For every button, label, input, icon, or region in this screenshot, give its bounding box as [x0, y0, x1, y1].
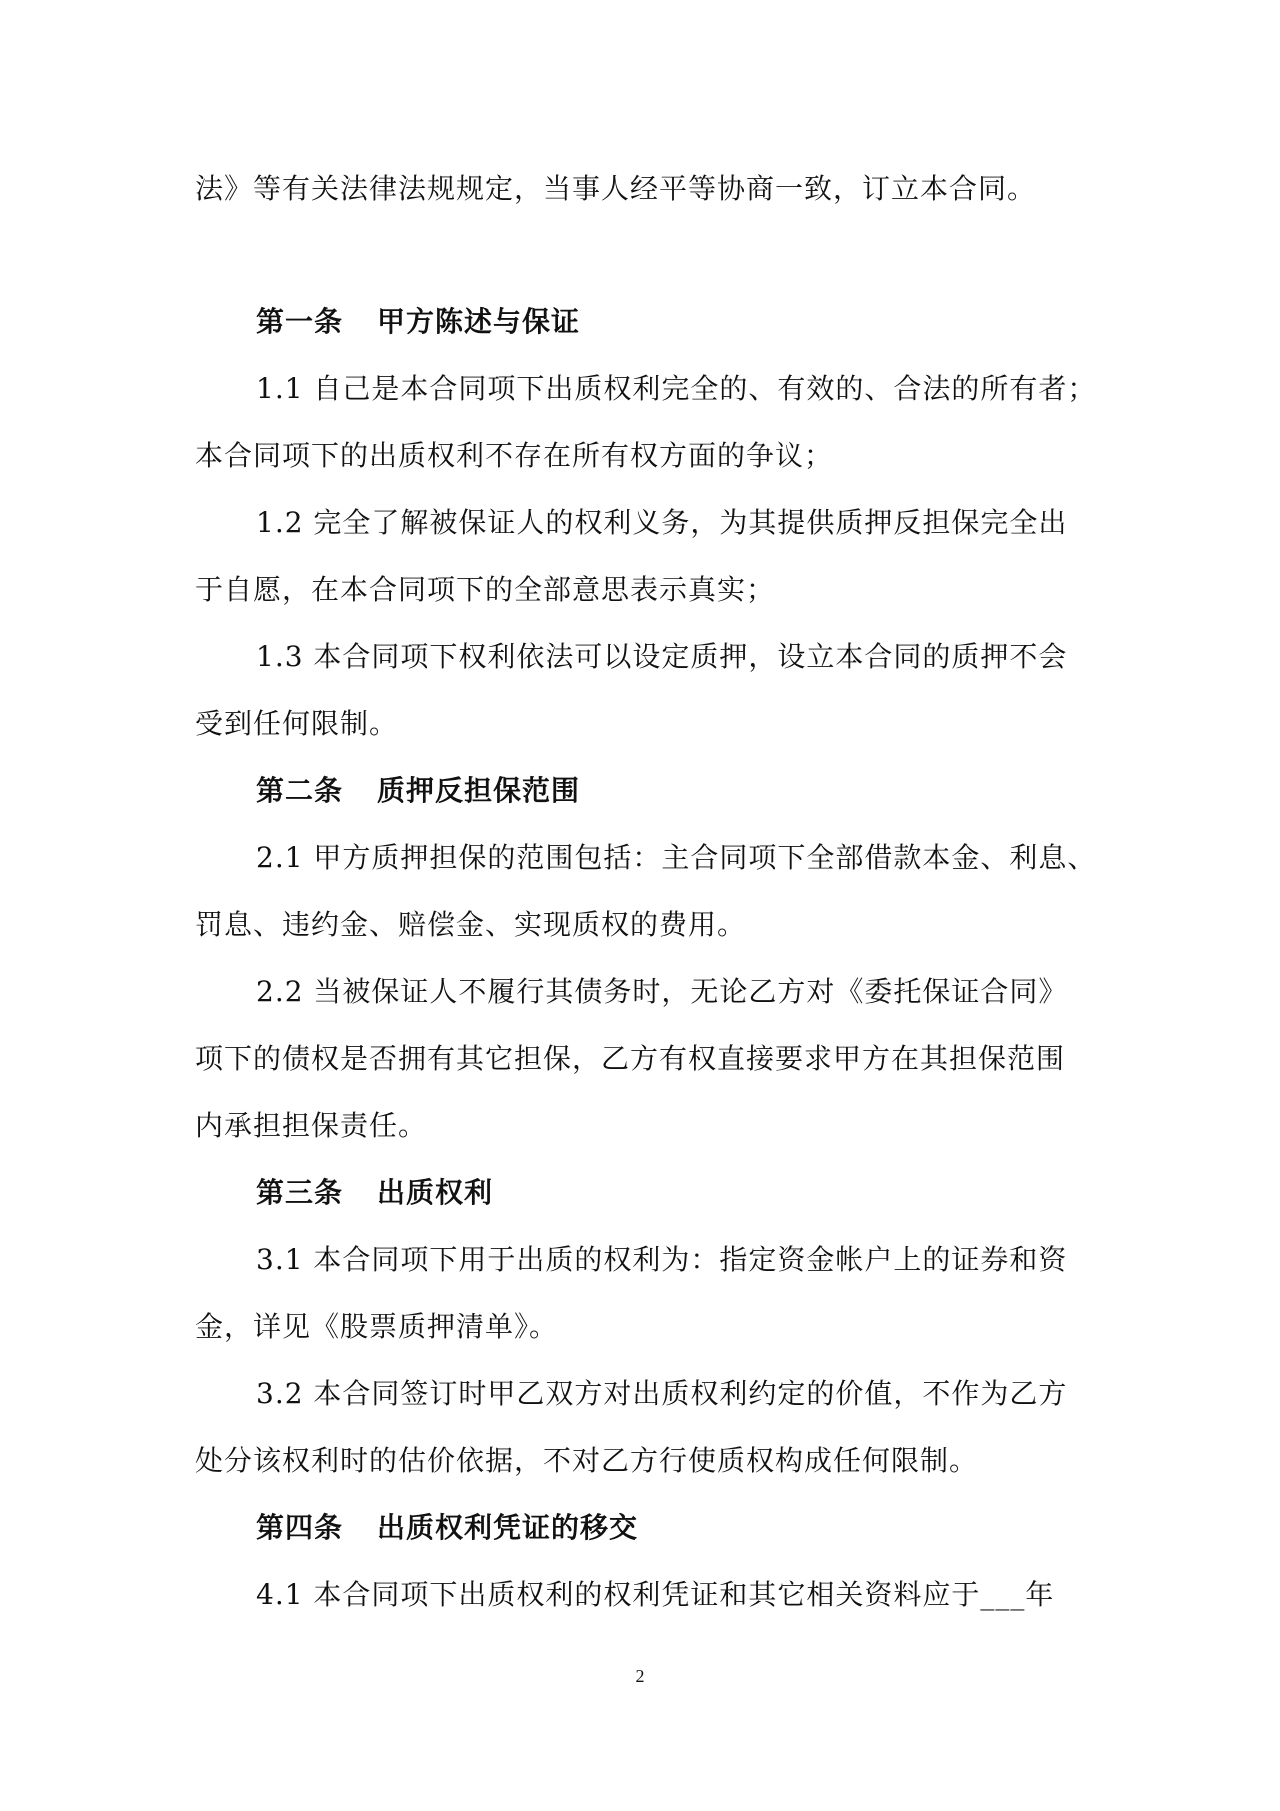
article-3-title: 出质权利: [377, 1176, 494, 1209]
article-3-heading: [256, 1173, 493, 1213]
article-2-line-5: 内承担担保责任。: [195, 1109, 428, 1142]
article-3-line-3: 3.2 本合同签订时甲乙双方对出质权利约定的价值，不作为乙方: [256, 1377, 1068, 1410]
article-3-line-1: 3.1 本合同项下用于出质的权利为：指定资金帐户上的证券和资: [256, 1243, 1068, 1276]
article-2-title: 质押反担保范围: [377, 774, 581, 807]
article-1-line-3: 1.2 完全了解被保证人的权利义务，为其提供质押反担保完全出: [256, 506, 1068, 539]
article-1-line-6: 受到任何限制。: [195, 707, 399, 740]
article-2-line-3: 2.2 当被保证人不履行其债务时，无论乙方对《委托保证合同》: [256, 975, 1068, 1008]
article-2-line-2: 罚息、违约金、赔偿金、实现质权的费用。: [195, 908, 747, 941]
article-1-line-5: 1.3 本合同项下权利依法可以设定质押，设立本合同的质押不会: [256, 640, 1068, 673]
page-number: 2: [635, 1666, 645, 1686]
article-1-title: 甲方陈述与保证: [377, 305, 581, 338]
article-4-line-1: 4.1 本合同项下出质权利的权利凭证和其它相关资料应于___年: [256, 1578, 1055, 1611]
article-1-line-2: 本合同项下的出质权利不存在所有权方面的争议；: [195, 439, 834, 472]
article-2-label: 第二条: [256, 774, 344, 807]
article-3-line-2: 金，详见《股票质押清单》。: [195, 1310, 559, 1343]
article-1-label: 第一条: [256, 305, 344, 338]
article-1-heading: [256, 302, 580, 342]
article-4-label: 第四条: [256, 1511, 344, 1544]
article-3-label: 第三条: [256, 1176, 344, 1209]
article-1-line-4: 于自愿，在本合同项下的全部意思表示真实；: [195, 573, 776, 606]
article-2-heading: [256, 771, 580, 811]
intro-tail-line: 法》等有关法律法规规定，当事人经平等协商一致，订立本合同。: [195, 172, 1037, 205]
article-2-line-4: 项下的债权是否拥有其它担保，乙方有权直接要求甲方在其担保范围: [195, 1042, 1066, 1075]
article-1-line-1: 1.1 自己是本合同项下出质权利完全的、有效的、合法的所有者；: [256, 372, 1097, 405]
article-2-line-1: 2.1 甲方质押担保的范围包括：主合同项下全部借款本金、利息、: [256, 841, 1097, 874]
article-4-title: 出质权利凭证的移交: [377, 1511, 639, 1544]
article-4-heading: [256, 1508, 638, 1548]
article-3-line-4: 处分该权利时的估价依据，不对乙方行使质权构成任何限制。: [195, 1444, 979, 1477]
